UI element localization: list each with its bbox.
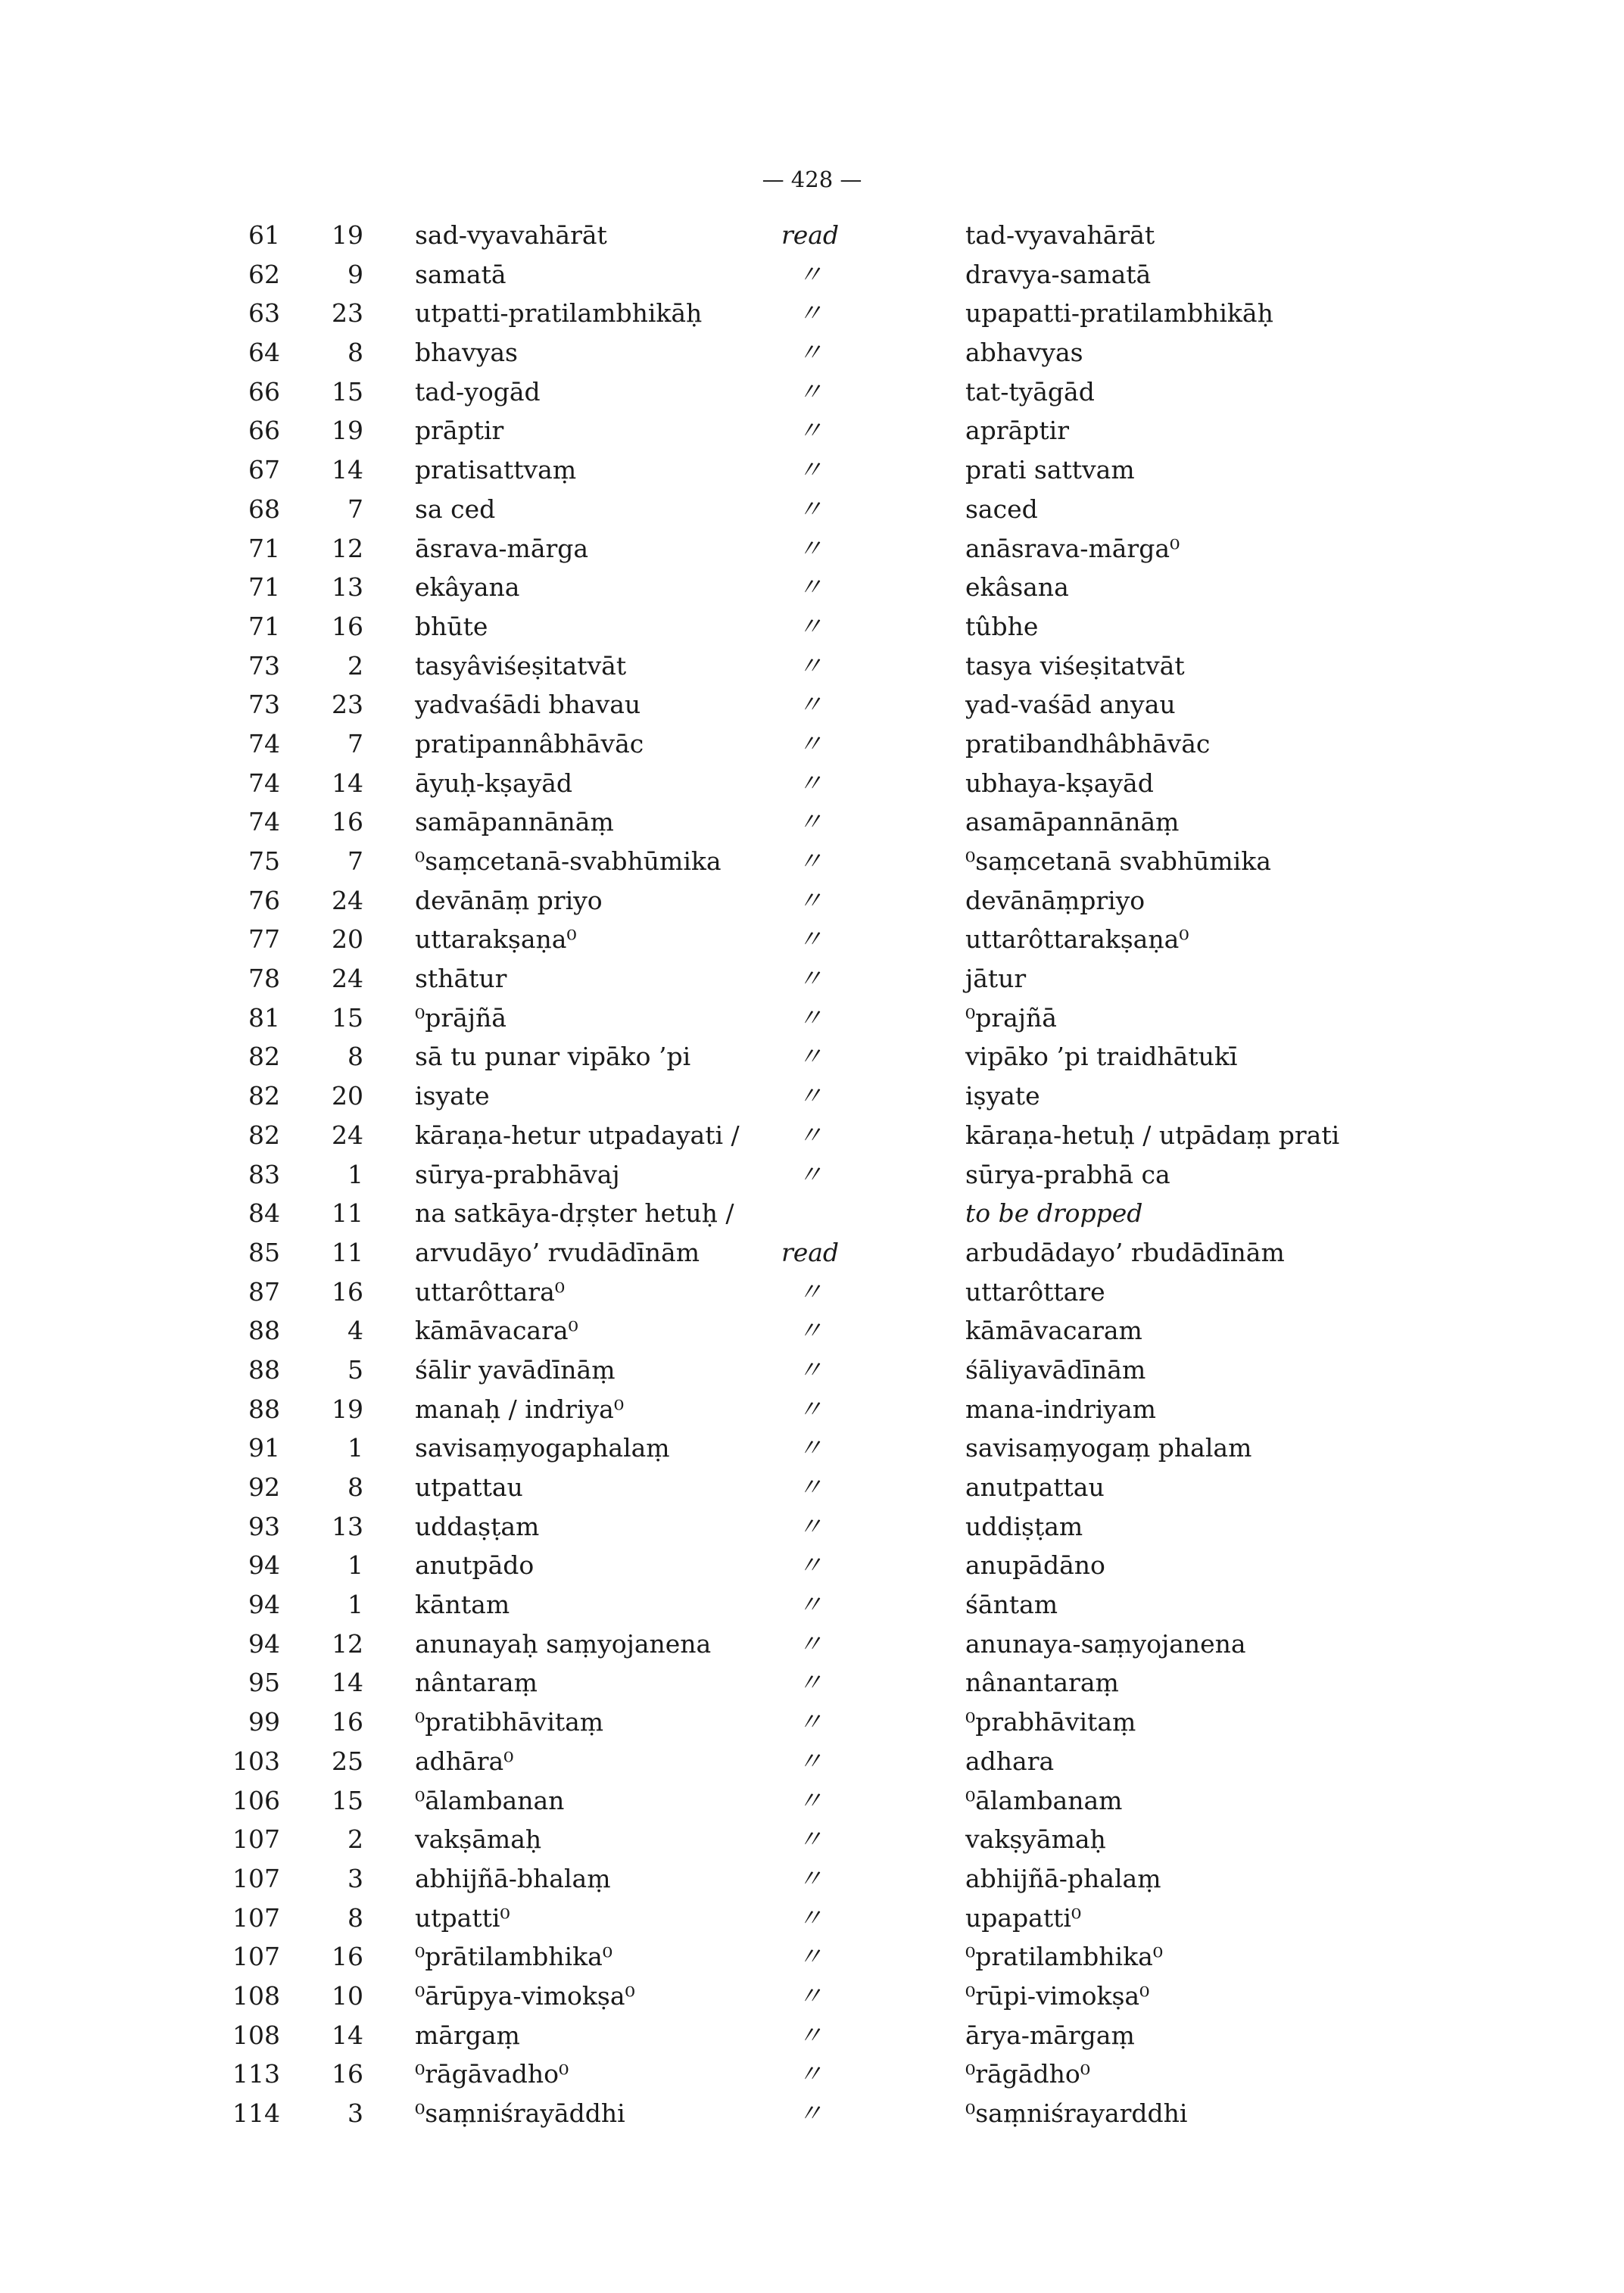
erroneous-text: vakṣāmaḥ — [415, 1824, 542, 1855]
erroneous-text: bhavyas — [415, 338, 518, 368]
line-ref: 10 — [332, 1980, 363, 2011]
corrected-text: adhara — [965, 1746, 1055, 1776]
line-ref: 16 — [332, 2059, 363, 2089]
erroneous-text: sad-vyavahārāt — [415, 220, 607, 250]
line-ref: 20 — [332, 924, 363, 955]
corrected-text: aprāptir — [965, 416, 1069, 446]
line-ref: 24 — [332, 964, 363, 994]
page-ref: 71 — [248, 572, 280, 603]
read-marker: 〃 — [797, 1902, 823, 1933]
erroneous-text: kāntam — [415, 1590, 510, 1620]
page-ref: 76 — [248, 885, 280, 915]
read-marker: 〃 — [797, 1942, 823, 1972]
erroneous-text: uttarakṣaṇa⁰ — [415, 924, 577, 955]
page-ref: 114 — [232, 2098, 280, 2128]
line-ref: 15 — [332, 1002, 363, 1033]
line-ref: 16 — [332, 1942, 363, 1972]
page-ref: 88 — [248, 1316, 280, 1346]
errata-row — [0, 999, 1624, 1038]
read-marker: 〃 — [797, 1785, 823, 1815]
erroneous-text: utpattau — [415, 1472, 523, 1502]
errata-row — [0, 959, 1624, 999]
errata-row — [0, 294, 1624, 333]
page-ref: 74 — [248, 768, 280, 798]
errata-row — [0, 685, 1624, 724]
errata-row — [0, 411, 1624, 450]
corrected-text: tûbhe — [965, 611, 1039, 641]
page-ref: 113 — [232, 2059, 280, 2089]
corrected-text: savisaṃyogaṃ phalam — [965, 1433, 1252, 1463]
corrected-text: prati sattvam — [965, 455, 1135, 485]
page-ref: 74 — [248, 807, 280, 837]
errata-row — [0, 1155, 1624, 1195]
page-ref: 87 — [248, 1276, 280, 1307]
line-ref: 7 — [348, 846, 363, 876]
page-ref: 63 — [248, 298, 280, 329]
erroneous-text: bhūte — [415, 611, 488, 641]
errata-row — [0, 920, 1624, 959]
corrected-text: anunaya-saṃyojanena — [965, 1628, 1246, 1659]
erroneous-text: abhijñā-bhalaṃ — [415, 1863, 611, 1893]
line-ref: 19 — [332, 1394, 363, 1424]
corrected-text: asamāpannānāṃ — [965, 807, 1180, 837]
read-marker: 〃 — [797, 1511, 823, 1541]
line-ref: 8 — [348, 1902, 363, 1933]
corrected-text: ⁰saṃniśrayarddhi — [965, 2098, 1188, 2128]
errata-row — [0, 1273, 1624, 1312]
page-ref: 107 — [232, 1942, 280, 1972]
corrected-text: ubhaya-kṣayād — [965, 768, 1154, 798]
page-ref: 91 — [248, 1433, 280, 1463]
read-marker: 〃 — [797, 338, 823, 368]
line-ref: 25 — [332, 1746, 363, 1776]
line-ref: 1 — [348, 1159, 363, 1189]
errata-row — [0, 1311, 1624, 1351]
erroneous-text: adhāra⁰ — [415, 1746, 514, 1776]
line-ref: 16 — [332, 807, 363, 837]
read-marker: 〃 — [797, 846, 823, 876]
corrected-text: anutpattau — [965, 1472, 1105, 1502]
page-ref: 107 — [232, 1824, 280, 1855]
errata-row — [0, 1428, 1624, 1468]
corrected-text: vipāko ’pi traidhātukī — [965, 1042, 1238, 1072]
errata-row — [0, 1820, 1624, 1859]
read-marker: 〃 — [797, 924, 823, 955]
corrected-text: ekâsana — [965, 572, 1069, 603]
erroneous-text: savisaṃyogaphalaṃ — [415, 1433, 670, 1463]
errata-row — [0, 1899, 1624, 1938]
page-ref: 107 — [232, 1863, 280, 1893]
page-ref: 84 — [248, 1198, 280, 1229]
errata-row — [0, 802, 1624, 842]
read-marker: 〃 — [797, 298, 823, 329]
line-ref: 8 — [348, 1472, 363, 1502]
erroneous-text: anunayaḥ saṃyojanena — [415, 1628, 712, 1659]
read-marker: 〃 — [797, 2098, 823, 2128]
corrected-text: ⁰ālambanam — [965, 1785, 1123, 1815]
corrected-text: arbudādayo’ rbudādīnām — [965, 1237, 1285, 1267]
page-ref: 82 — [248, 1120, 280, 1150]
read-marker: 〃 — [797, 1120, 823, 1150]
erroneous-text: tasyâviśeṣitatvāt — [415, 650, 627, 681]
line-ref: 14 — [332, 2020, 363, 2050]
erroneous-text: pratisattvaṃ — [415, 455, 577, 485]
line-ref: 16 — [332, 1276, 363, 1307]
errata-row — [0, 1585, 1624, 1625]
line-ref: 19 — [332, 220, 363, 250]
page-ref: 64 — [248, 338, 280, 368]
page-ref: 106 — [232, 1785, 280, 1815]
read-marker: 〃 — [797, 1042, 823, 1072]
errata-row — [0, 764, 1624, 803]
corrected-text: kāmāvacaram — [965, 1316, 1142, 1346]
errata-row — [0, 646, 1624, 686]
line-ref: 4 — [348, 1316, 363, 1346]
read-marker: 〃 — [797, 416, 823, 446]
errata-row — [0, 1703, 1624, 1742]
line-ref: 9 — [348, 259, 363, 289]
corrected-text: ⁰rāgādho⁰ — [965, 2059, 1090, 2089]
corrected-text: śāntam — [965, 1590, 1058, 1620]
page-ref: 88 — [248, 1354, 280, 1385]
erroneous-text: āyuḥ-kṣayād — [415, 768, 573, 798]
errata-row — [0, 529, 1624, 569]
page-ref: 85 — [248, 1237, 280, 1267]
line-ref: 15 — [332, 1785, 363, 1815]
erroneous-text: ⁰saṃniśrayāddhi — [415, 2098, 625, 2128]
page-ref: 92 — [248, 1472, 280, 1502]
erroneous-text: sūrya-prabhāvaj — [415, 1159, 620, 1189]
corrected-text: kāraṇa-hetuḥ / utpādaṃ prati — [965, 1120, 1340, 1150]
page-ref: 71 — [248, 611, 280, 641]
erroneous-text: ⁰saṃcetanā-svabhūmika — [415, 846, 722, 876]
line-ref: 13 — [332, 1511, 363, 1541]
page-ref: 83 — [248, 1159, 280, 1189]
corrected-text: nânantaraṃ — [965, 1668, 1119, 1698]
erroneous-text: ⁰pratibhāvitaṃ — [415, 1707, 604, 1737]
read-marker: 〃 — [797, 572, 823, 603]
corrected-text: to be dropped — [965, 1198, 1143, 1229]
read-marker: 〃 — [797, 964, 823, 994]
page-ref: 95 — [248, 1668, 280, 1698]
line-ref: 14 — [332, 768, 363, 798]
corrected-text: ⁰saṃcetanā svabhūmika — [965, 846, 1271, 876]
corrected-text: jātur — [965, 964, 1027, 994]
page-ref: 93 — [248, 1511, 280, 1541]
page-ref: 74 — [248, 728, 280, 759]
read-marker: 〃 — [797, 376, 823, 407]
corrected-text: ⁰prabhāvitaṃ — [965, 1707, 1136, 1737]
page-ref: 66 — [248, 416, 280, 446]
line-ref: 15 — [332, 376, 363, 407]
page-ref: 62 — [248, 259, 280, 289]
read-marker: 〃 — [797, 1863, 823, 1893]
errata-row — [0, 1037, 1624, 1076]
erroneous-text: āsrava-mārga — [415, 533, 589, 563]
read-marker: 〃 — [797, 1081, 823, 1111]
read-marker: 〃 — [797, 455, 823, 485]
read-marker: 〃 — [797, 1746, 823, 1776]
errata-row — [0, 1390, 1624, 1429]
line-ref: 12 — [332, 533, 363, 563]
read-marker: 〃 — [797, 1276, 823, 1307]
page-ref: 67 — [248, 455, 280, 485]
page-ref: 75 — [248, 846, 280, 876]
read-marker: read — [781, 1237, 840, 1267]
page-number: — 428 — — [762, 167, 862, 192]
errata-row — [0, 1977, 1624, 2016]
corrected-text: upapatti-pratilambhikāḥ — [965, 298, 1273, 329]
line-ref: 2 — [348, 1824, 363, 1855]
corrected-text: tasya viśeṣitatvāt — [965, 650, 1185, 681]
line-ref: 1 — [348, 1550, 363, 1581]
page-ref: 73 — [248, 650, 280, 681]
read-marker: 〃 — [797, 768, 823, 798]
line-ref: 8 — [348, 1042, 363, 1072]
erroneous-text: utpatti⁰ — [415, 1902, 510, 1933]
corrected-text: ⁰prajñā — [965, 1002, 1057, 1033]
read-marker: 〃 — [797, 1980, 823, 2011]
page-ref: 73 — [248, 690, 280, 720]
read-marker: 〃 — [797, 1002, 823, 1033]
read-marker: 〃 — [797, 1550, 823, 1581]
erroneous-text: anutpādo — [415, 1550, 535, 1581]
read-marker: 〃 — [797, 1433, 823, 1463]
page-ref: 94 — [248, 1590, 280, 1620]
erroneous-text: ⁰prātilambhika⁰ — [415, 1942, 613, 1972]
corrected-text: abhijñā-phalaṃ — [965, 1863, 1161, 1893]
errata-row — [0, 1742, 1624, 1781]
errata-row — [0, 490, 1624, 529]
erroneous-text: yadvaśādi bhavau — [415, 690, 641, 720]
read-marker: 〃 — [797, 1707, 823, 1737]
erroneous-text: sa ced — [415, 494, 496, 524]
errata-row — [0, 333, 1624, 372]
page-ref: 107 — [232, 1902, 280, 1933]
read-marker: 〃 — [797, 533, 823, 563]
line-ref: 16 — [332, 1707, 363, 1737]
errata-row — [0, 255, 1624, 294]
corrected-text: pratibandhâbhāvāc — [965, 728, 1211, 759]
erroneous-text: prāptir — [415, 416, 504, 446]
erroneous-text: ⁰ālambanan — [415, 1785, 565, 1815]
page-ref: 78 — [248, 964, 280, 994]
errata-table — [0, 216, 1624, 2133]
erroneous-text: sā tu punar vipāko ’pi — [415, 1042, 691, 1072]
errata-row — [0, 1781, 1624, 1821]
errata-row — [0, 568, 1624, 607]
read-marker: 〃 — [797, 690, 823, 720]
line-ref: 1 — [348, 1590, 363, 1620]
errata-row — [0, 1663, 1624, 1703]
read-marker: read — [781, 220, 840, 250]
page-ref: 61 — [248, 220, 280, 250]
errata-row — [0, 842, 1624, 881]
read-marker: 〃 — [797, 885, 823, 915]
erroneous-text: na satkāya-dṛṣter hetuḥ / — [415, 1198, 734, 1229]
erroneous-text: ⁰ārūpya-vimokṣa⁰ — [415, 1980, 635, 2011]
line-ref: 3 — [348, 1863, 363, 1893]
corrected-text: ārya-mārgaṃ — [965, 2020, 1135, 2050]
corrected-text: saced — [965, 494, 1038, 524]
line-ref: 11 — [332, 1198, 363, 1229]
erroneous-text: manaḥ / indriya⁰ — [415, 1394, 625, 1424]
errata-row — [0, 450, 1624, 490]
corrected-text: vakṣyāmaḥ — [965, 1824, 1106, 1855]
errata-row — [0, 1859, 1624, 1899]
erroneous-text: śālir yavādīnāṃ — [415, 1354, 616, 1385]
corrected-text: devānāṃpriyo — [965, 885, 1146, 915]
errata-row — [0, 881, 1624, 921]
page-ref: 94 — [248, 1628, 280, 1659]
page-ref: 81 — [248, 1002, 280, 1033]
erroneous-text: kāmāvacara⁰ — [415, 1316, 578, 1346]
erroneous-text: isyate — [415, 1081, 490, 1111]
erroneous-text: arvudāyo’ rvudādīnām — [415, 1237, 700, 1267]
corrected-text: yad-vaśād anyau — [965, 690, 1176, 720]
line-ref: 24 — [332, 1120, 363, 1150]
line-ref: 16 — [332, 611, 363, 641]
line-ref: 8 — [348, 338, 363, 368]
corrected-text: dravya-samatā — [965, 259, 1152, 289]
page-ref: 88 — [248, 1394, 280, 1424]
corrected-text: uttarôttarakṣaṇa⁰ — [965, 924, 1189, 955]
line-ref: 13 — [332, 572, 363, 603]
errata-row — [0, 1351, 1624, 1390]
corrected-text: śāliyavādīnām — [965, 1354, 1146, 1385]
read-marker: 〃 — [797, 1824, 823, 1855]
read-marker: 〃 — [797, 611, 823, 641]
erroneous-text: kāraṇa-hetur utpadayati / — [415, 1120, 740, 1150]
erroneous-text: devānāṃ priyo — [415, 885, 603, 915]
line-ref: 3 — [348, 2098, 363, 2128]
erroneous-text: samāpannānāṃ — [415, 807, 614, 837]
erroneous-text: sthātur — [415, 964, 507, 994]
errata-row — [0, 2016, 1624, 2055]
read-marker: 〃 — [797, 807, 823, 837]
read-marker: 〃 — [797, 1590, 823, 1620]
read-marker: 〃 — [797, 1394, 823, 1424]
page-ref: 82 — [248, 1081, 280, 1111]
read-marker: 〃 — [797, 1628, 823, 1659]
erroneous-text: utpatti-pratilambhikāḥ — [415, 298, 703, 329]
errata-row — [0, 724, 1624, 764]
line-ref: 23 — [332, 690, 363, 720]
read-marker: 〃 — [797, 1316, 823, 1346]
page-ref: 71 — [248, 533, 280, 563]
errata-row — [0, 1937, 1624, 1977]
erroneous-text: ekâyana — [415, 572, 520, 603]
line-ref: 12 — [332, 1628, 363, 1659]
page-ref: 99 — [248, 1707, 280, 1737]
corrected-text: uttarôttare — [965, 1276, 1105, 1307]
read-marker: 〃 — [797, 2059, 823, 2089]
erroneous-text: ⁰rāgāvadho⁰ — [415, 2059, 569, 2089]
line-ref: 14 — [332, 455, 363, 485]
errata-row — [0, 1546, 1624, 1585]
corrected-text: abhavyas — [965, 338, 1083, 368]
errata-row — [0, 372, 1624, 412]
errata-row — [0, 2094, 1624, 2133]
read-marker: 〃 — [797, 1159, 823, 1189]
errata-row — [0, 1233, 1624, 1273]
read-marker: 〃 — [797, 259, 823, 289]
page-ref: 77 — [248, 924, 280, 955]
erroneous-text: nântaraṃ — [415, 1668, 538, 1698]
errata-row — [0, 1468, 1624, 1507]
errata-row — [0, 2055, 1624, 2094]
corrected-text: ⁰pratilambhika⁰ — [965, 1942, 1163, 1972]
erroneous-text: uttarôttara⁰ — [415, 1276, 565, 1307]
corrected-text: mana-indriyam — [965, 1394, 1156, 1424]
line-ref: 19 — [332, 416, 363, 446]
errata-row — [0, 607, 1624, 646]
line-ref: 2 — [348, 650, 363, 681]
page-ref: 68 — [248, 494, 280, 524]
corrected-text: upapatti⁰ — [965, 1902, 1082, 1933]
erroneous-text: samatā — [415, 259, 507, 289]
line-ref: 7 — [348, 728, 363, 759]
erroneous-text: uddaṣṭam — [415, 1511, 540, 1541]
corrected-text: anāsrava-mārga⁰ — [965, 533, 1180, 563]
erroneous-text: tad-yogād — [415, 376, 541, 407]
corrected-text: uddiṣṭam — [965, 1511, 1083, 1541]
read-marker: 〃 — [797, 1668, 823, 1698]
line-ref: 20 — [332, 1081, 363, 1111]
read-marker: 〃 — [797, 1472, 823, 1502]
line-ref: 11 — [332, 1237, 363, 1267]
read-marker: 〃 — [797, 1354, 823, 1385]
page-ref: 108 — [232, 1980, 280, 2011]
errata-row — [0, 1507, 1624, 1547]
line-ref: 1 — [348, 1433, 363, 1463]
corrected-text: ⁰rūpi-vimokṣa⁰ — [965, 1980, 1150, 2011]
errata-row — [0, 1194, 1624, 1233]
line-ref: 23 — [332, 298, 363, 329]
errata-row — [0, 216, 1624, 255]
corrected-text: sūrya-prabhā ca — [965, 1159, 1170, 1189]
corrected-text: anupādāno — [965, 1550, 1105, 1581]
corrected-text: tad-vyavahārāt — [965, 220, 1155, 250]
errata-row — [0, 1625, 1624, 1664]
read-marker: 〃 — [797, 728, 823, 759]
corrected-text: tat-tyāgād — [965, 376, 1095, 407]
line-ref: 24 — [332, 885, 363, 915]
erroneous-text: pratipannâbhāvāc — [415, 728, 644, 759]
read-marker: 〃 — [797, 494, 823, 524]
page-ref: 108 — [232, 2020, 280, 2050]
page-ref: 94 — [248, 1550, 280, 1581]
erroneous-text: ⁰prājñā — [415, 1002, 507, 1033]
line-ref: 5 — [348, 1354, 363, 1385]
line-ref: 14 — [332, 1668, 363, 1698]
erroneous-text: mārgaṃ — [415, 2020, 520, 2050]
page-ref: 82 — [248, 1042, 280, 1072]
errata-row — [0, 1116, 1624, 1155]
read-marker: 〃 — [797, 650, 823, 681]
read-marker: 〃 — [797, 2020, 823, 2050]
line-ref: 7 — [348, 494, 363, 524]
corrected-text: iṣyate — [965, 1081, 1040, 1111]
errata-row — [0, 1076, 1624, 1116]
page-ref: 103 — [232, 1746, 280, 1776]
page-ref: 66 — [248, 376, 280, 407]
